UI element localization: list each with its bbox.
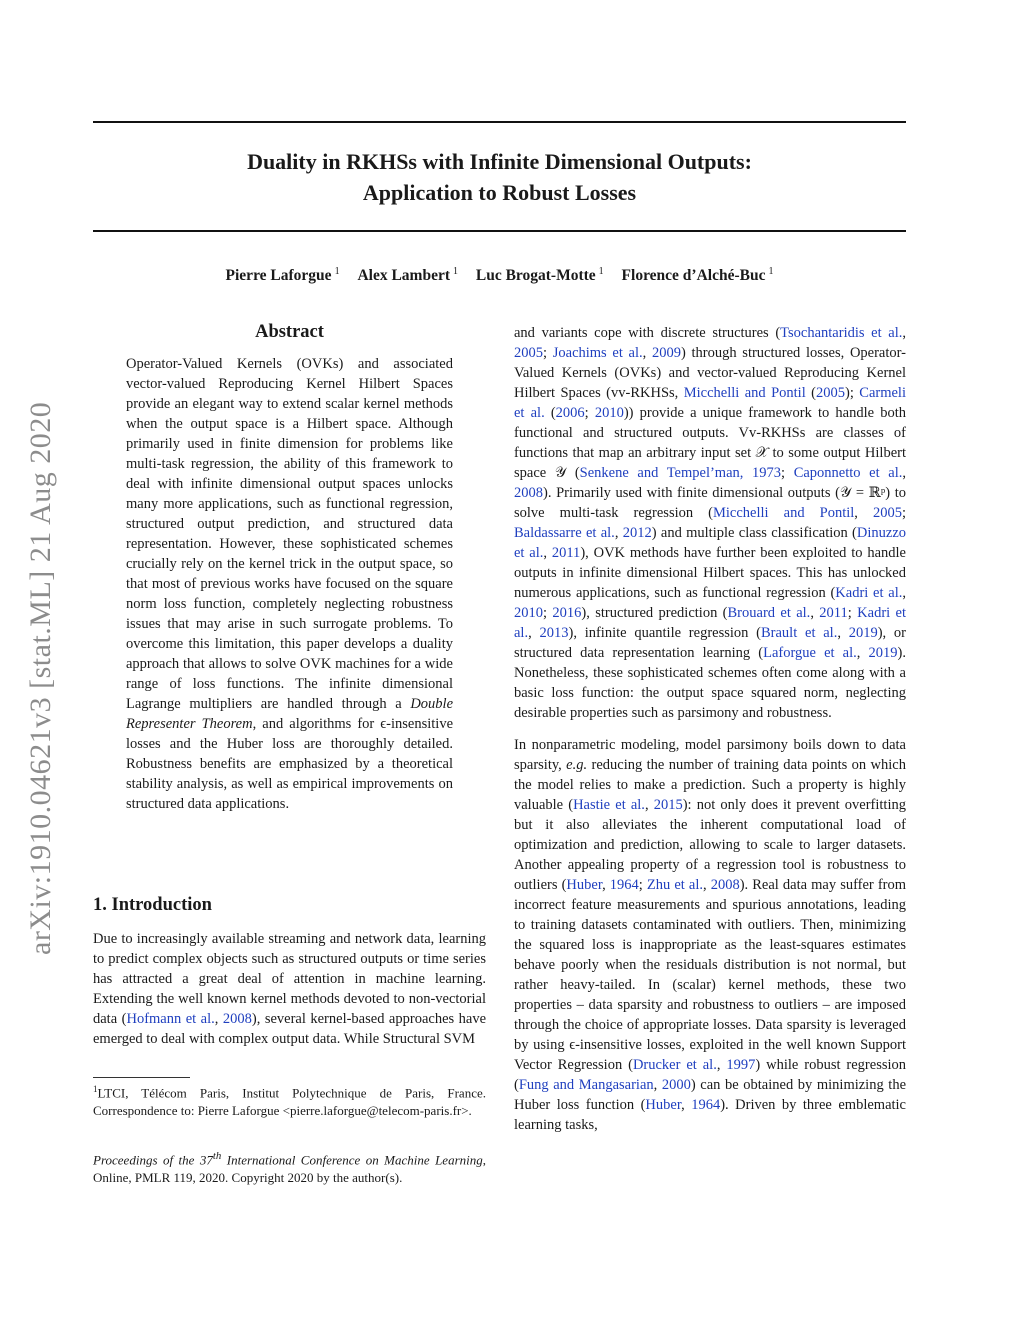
citation-link[interactable]: 2008 bbox=[710, 877, 740, 893]
citation-link[interactable]: Drucker et al. bbox=[632, 1057, 717, 1073]
citation-link[interactable]: 2012 bbox=[622, 525, 652, 541]
body-text: , bbox=[902, 465, 906, 481]
body-text: ): not only does it prevent overfitting but it also alleviates the inherent computational load of optimization and prediction, allowing to scale to larger datasets. Another appealing property of a regression tool is robustness to outliers ( bbox=[514, 797, 906, 893]
citation-link[interactable]: Kadri et al. bbox=[835, 585, 903, 601]
citation-link[interactable]: 1964 bbox=[609, 877, 639, 893]
body-text: , bbox=[528, 625, 540, 641]
footnote-text: LTCI, Télécom Paris, Institut Polytechnique de Paris, France. Correspondence to: Pierre Laforgue <pierre.laforgue@telecom-paris.fr>. bbox=[93, 1085, 486, 1118]
citation-link[interactable]: Hofmann et al. bbox=[126, 1011, 215, 1027]
body-text: , bbox=[902, 585, 906, 601]
citation-link[interactable]: 2005 bbox=[815, 385, 845, 401]
body-text: ; bbox=[638, 877, 647, 893]
citation-link[interactable]: 1997 bbox=[726, 1057, 756, 1073]
citation-link[interactable]: 2016 bbox=[552, 605, 582, 621]
citation-link[interactable]: Huber bbox=[566, 877, 603, 893]
emphasis-text: e.g. bbox=[566, 757, 588, 773]
body-text: , bbox=[837, 625, 849, 641]
citation-link[interactable]: 2011 bbox=[551, 545, 581, 561]
citation-link[interactable]: Caponnetto et al. bbox=[793, 465, 903, 481]
body-text: , bbox=[214, 1011, 223, 1027]
body-text: and variants cope with discrete structures ( bbox=[514, 325, 781, 341]
citation-link[interactable]: Tsochantaridis et al. bbox=[780, 325, 903, 341]
citation-link[interactable]: Zhu et al. bbox=[646, 877, 703, 893]
paper-title-line-2: Application to Robust Losses bbox=[362, 180, 637, 205]
citation-link[interactable]: Micchelli and Pontil bbox=[683, 385, 806, 401]
body-text: ; bbox=[781, 465, 794, 481]
paper-title bbox=[93, 146, 906, 208]
citation-link[interactable]: 2010 bbox=[514, 605, 543, 621]
author-affiliation-mark: 1 bbox=[334, 266, 340, 277]
abstract-text: , and algorithms for ϵ-insensitive losses and the Huber loss are thoroughly detailed. Robustness benefits are emphasized by a theoretical stability analysis, as well as empirical improvements on structured data applications. bbox=[126, 716, 454, 812]
proceedings-ordinal: th bbox=[212, 1150, 222, 1162]
introduction-paragraph bbox=[514, 323, 906, 723]
body-text: ; bbox=[543, 345, 553, 361]
body-text: ; bbox=[847, 605, 858, 621]
citation-link[interactable]: 2019 bbox=[868, 645, 898, 661]
body-text: , bbox=[614, 525, 623, 541]
citation-link[interactable]: Senkene and Tempel’man, 1973 bbox=[579, 465, 782, 481]
author-affiliation-mark: 1 bbox=[452, 266, 458, 277]
right-column bbox=[514, 323, 906, 1135]
body-text: ), OVK methods have further been exploited to handle outputs in infinite dimensional Hilbert spaces. This has unlocked numerous applications, such as functional regression ( bbox=[514, 545, 906, 601]
introduction-paragraph bbox=[514, 735, 906, 1135]
body-text: , bbox=[681, 1097, 692, 1113]
citation-link[interactable]: Joachims et al. bbox=[552, 345, 643, 361]
abstract-emphasis: Double Representer Theorem bbox=[126, 696, 453, 732]
citation-link[interactable]: 2005 bbox=[514, 345, 543, 361]
body-text: ) and multiple class classification ( bbox=[651, 525, 857, 541]
author-affiliation-mark: 1 bbox=[598, 266, 604, 277]
body-text: ( bbox=[544, 405, 556, 421]
citation-link[interactable]: 2013 bbox=[539, 625, 569, 641]
citation-link[interactable]: 1964 bbox=[691, 1097, 721, 1113]
author bbox=[226, 267, 340, 284]
citation-link[interactable]: Brouard et al. bbox=[727, 605, 811, 621]
body-text: In nonparametric modeling, model parsimony boils down to data sparsity, bbox=[514, 737, 906, 773]
title-rule-bottom bbox=[93, 230, 906, 232]
body-text: ) can be obtained by minimizing the Huber loss function ( bbox=[514, 1077, 907, 1113]
body-text: , bbox=[644, 797, 654, 813]
proceedings-copyright: , Online, PMLR 119, 2020. Copyright 2020 by the author(s). bbox=[93, 1152, 487, 1185]
body-text: , bbox=[854, 505, 873, 521]
author bbox=[357, 267, 458, 284]
proceedings-venue: Proceedings of the bbox=[93, 1152, 195, 1168]
body-text: ; bbox=[584, 405, 595, 421]
body-text: , bbox=[716, 1057, 727, 1073]
paper-title-line-1: Duality in RKHSs with Infinite Dimensional Outputs: bbox=[247, 149, 752, 174]
body-text: ; bbox=[543, 605, 553, 621]
citation-link[interactable]: 2010 bbox=[594, 405, 624, 421]
citation-link[interactable]: Carmeli et al. bbox=[514, 385, 906, 421]
citation-link[interactable]: Dinuzzo et al. bbox=[514, 525, 907, 561]
body-text: ), infinite quantile regression ( bbox=[568, 625, 761, 641]
author bbox=[622, 267, 774, 284]
citation-link[interactable]: Kadri et al. bbox=[514, 605, 906, 641]
body-text: ); bbox=[844, 385, 860, 401]
author-name: Alex Lambert bbox=[357, 267, 450, 285]
body-text: ( bbox=[805, 385, 816, 401]
citation-link[interactable]: 2019 bbox=[848, 625, 878, 641]
footnote-mark: 1 bbox=[93, 1084, 98, 1094]
arxiv-identifier-stamp: arXiv:1910.04621v3 [stat.ML] 21 Aug 2020 bbox=[24, 401, 57, 955]
citation-link[interactable]: 2005 bbox=[872, 505, 902, 521]
body-text: ), structured prediction ( bbox=[581, 605, 728, 621]
author-affiliation-mark: 1 bbox=[768, 266, 774, 277]
body-text: ). Real data may suffer from incorrect feature measurements and spurious annotations, leading to training datasets contaminated with outliers. Then, minimizing the squared loss is inappropriate as the least-squares estimates behave poorly when the residuals distribution is not normal, but rather heavy-tailed. In (scalar) kernel methods, these two properties – data sparsity and robustness to outliers – are imposed through the choice of appropriate losses. Data sparsity is leveraged by using ϵ-insensitive losses, exploited in the well known Support Vector Regression ( bbox=[514, 877, 907, 1073]
citation-link[interactable]: Laforgue et al. bbox=[763, 645, 857, 661]
body-text: , bbox=[642, 345, 652, 361]
body-text: , bbox=[703, 877, 711, 893]
citation-link[interactable]: Fung and Mangasarian bbox=[518, 1077, 654, 1093]
affiliation-footnote bbox=[93, 1081, 486, 1119]
proceedings-note bbox=[93, 1148, 486, 1186]
body-text: ) while robust regression ( bbox=[514, 1057, 907, 1093]
body-text: ). Driven by three emblematic learning tasks, bbox=[514, 1097, 906, 1133]
author bbox=[476, 267, 604, 284]
body-text: ). Primarily used with finite dimensional outputs (𝒴 = ℝᵖ) to solve multi-task regression ( bbox=[514, 485, 906, 521]
body-text: ) through structured losses, Operator-Valued Kernels (OVKs) and vector-valued Reproducing Kernel Hilbert Spaces (vv-RKHSs, bbox=[514, 345, 907, 401]
body-text: , bbox=[902, 325, 906, 341]
body-text: ; bbox=[901, 505, 906, 521]
proceedings-edition: 37 bbox=[199, 1152, 213, 1168]
citation-link[interactable]: Huber bbox=[645, 1097, 682, 1113]
citation-link[interactable]: 2009 bbox=[651, 345, 681, 361]
body-text: )) provide a unique framework to handle both functional and structured outputs. Vv-RKHSs are classes of functions that map an arbitrary input set 𝒳 to some output Hilbert space 𝒴 ( bbox=[514, 405, 906, 481]
body-text: ), or structured data representation learning ( bbox=[514, 625, 907, 661]
body-text: ), several kernel-based approaches have emerged to deal with complex output data. While Structural SVM bbox=[93, 1011, 487, 1047]
body-text: , bbox=[653, 1077, 662, 1093]
body-text: , bbox=[543, 545, 552, 561]
abstract-heading: Abstract bbox=[255, 322, 324, 342]
citation-link[interactable]: 2000 bbox=[661, 1077, 691, 1093]
citation-link[interactable]: 2015 bbox=[653, 797, 683, 813]
footnote-rule bbox=[93, 1077, 190, 1078]
body-text: , bbox=[856, 645, 869, 661]
body-text: ). Nonetheless, these sophisticated schemes often come along with a basic loss function: the output space squared norm, neglecting desirable properties such as parsimony and robustness. bbox=[514, 645, 906, 721]
body-text: Due to increasingly available streaming and network data, learning to predict complex objects such as structured outputs or time series has attracted a great deal of attention in machine learning. Extending the well known kernel methods devoted to non-vectorial data ( bbox=[93, 931, 486, 1027]
citation-link[interactable]: Hastie et al. bbox=[573, 797, 645, 813]
citation-link[interactable]: 2008 bbox=[514, 485, 543, 501]
body-text: , bbox=[602, 877, 610, 893]
body-text: reducing the number of training data points on which the model relies to make a prediction. Such a property is highly valuable ( bbox=[514, 757, 906, 813]
abstract-body bbox=[126, 354, 453, 814]
author-name: Florence d’Alché-Buc bbox=[621, 267, 766, 285]
citation-link[interactable]: 2011 bbox=[819, 605, 848, 621]
citation-link[interactable]: Brault et al. bbox=[761, 625, 838, 641]
citation-link[interactable]: 2008 bbox=[222, 1011, 252, 1027]
body-text: , bbox=[810, 605, 820, 621]
author-list bbox=[93, 266, 906, 285]
introduction-paragraph bbox=[93, 929, 486, 1049]
title-rule-top bbox=[93, 121, 906, 123]
citation-link[interactable]: Micchelli and Pontil bbox=[713, 505, 855, 521]
section-heading-introduction: 1. Introduction bbox=[93, 895, 212, 915]
proceedings-venue: International Conference on Machine Learning bbox=[226, 1152, 483, 1168]
citation-link[interactable]: Baldassarre et al. bbox=[514, 525, 615, 541]
author-name: Pierre Laforgue bbox=[225, 267, 332, 285]
author-name: Luc Brogat-Motte bbox=[475, 267, 596, 285]
citation-link[interactable]: 2006 bbox=[555, 405, 585, 421]
abstract-text: Operator-Valued Kernels (OVKs) and associated vector-valued Reproducing Kernel Hilbert Spaces provide an elegant way to extend scalar kernel methods when the output space is a Hilbert space. Although primarily used in finite dimension for problems like multi-task regression, the ability of this framework to deal with infinite dimensional output spaces unlocks many more applications, such as functional regression, structured output prediction, and structured data representation. However, these sophisticated schemes crucially rely on the kernel trick in the output space, so that most of previous works have focused on the square norm loss function, completely neglecting robustness issues that may arise in such surrogate problems. To overcome this limitation, this paper develops a duality approach that allows to solve OVK machines for a wide range of loss functions. The infinite dimensional Lagrange multipliers are handled through a bbox=[126, 356, 453, 712]
